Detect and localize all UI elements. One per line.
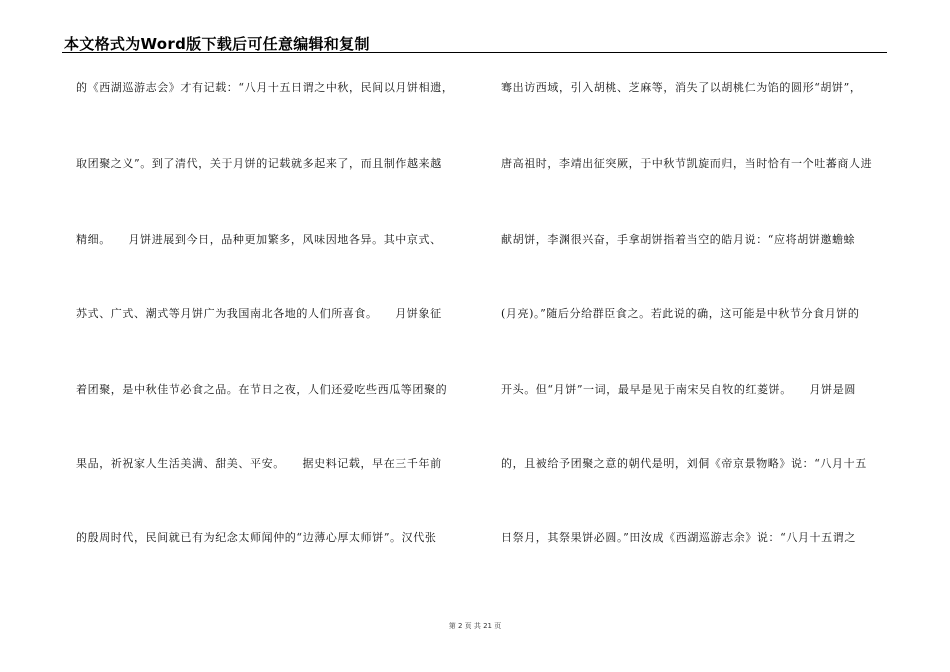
document-header-title: 本文格式为Word版下载后可任意编辑和复制 (64, 35, 370, 53)
text-line: 精细。 月饼进展到今日，品种更加繁多，风味因地各异。其中京式、 (76, 233, 442, 246)
text-line: 日祭月，其祭果饼必圆。”田汝成《西湖巡游志余》说：“八月十五谓之 (501, 531, 856, 544)
page-number-footer: 第 2 页 共 21 页 (448, 622, 502, 630)
text-line: 取团聚之义”。到了清代，关于月饼的记载就多起来了，而且制作越来越 (76, 157, 442, 170)
header-divider (62, 52, 887, 53)
text-line: (月亮)。”随后分给群臣食之。若此说的确，这可能是中秋节分食月饼的 (501, 307, 860, 320)
text-line: 的殷周时代，民间就已有为纪念太师闻仲的“边薄心厚太师饼”。汉代张 (76, 531, 437, 544)
text-line: 果品，祈祝家人生活美满、甜美、平安。 据史料记载，早在三千年前 (76, 457, 442, 470)
text-line: 开头。但“月饼”一词，最早是见于南宋吴自牧的红菱饼。 月饼是圆 (501, 383, 856, 396)
text-line: 献胡饼，李渊很兴奋，手拿胡饼指着当空的皓月说：“应将胡饼邀蟾蜍 (501, 233, 856, 246)
text-line: 苏式、广式、潮式等月饼广为我国南北各地的人们所喜食。 月饼象征 (76, 307, 442, 320)
text-line: 的，且被给予团聚之意的朝代是明，刘侗《帝京景物略》说：“八月十五 (501, 457, 867, 470)
text-line: 唐高祖时，李靖出征突厥，于中秋节凯旋而归，当时恰有一个吐蕃商人进 (501, 157, 873, 170)
text-line: 的《西湖巡游志会》才有记载：“八月十五日谓之中秋，民间以月饼相遗， (76, 81, 454, 94)
text-line: 骞出访西域，引入胡桃、芝麻等，消失了以胡桃仁为馅的圆形“胡饼”， (501, 81, 862, 94)
text-line: 着团聚，是中秋佳节必食之品。在节日之夜，人们还爱吃些西瓜等团聚的 (76, 383, 448, 396)
